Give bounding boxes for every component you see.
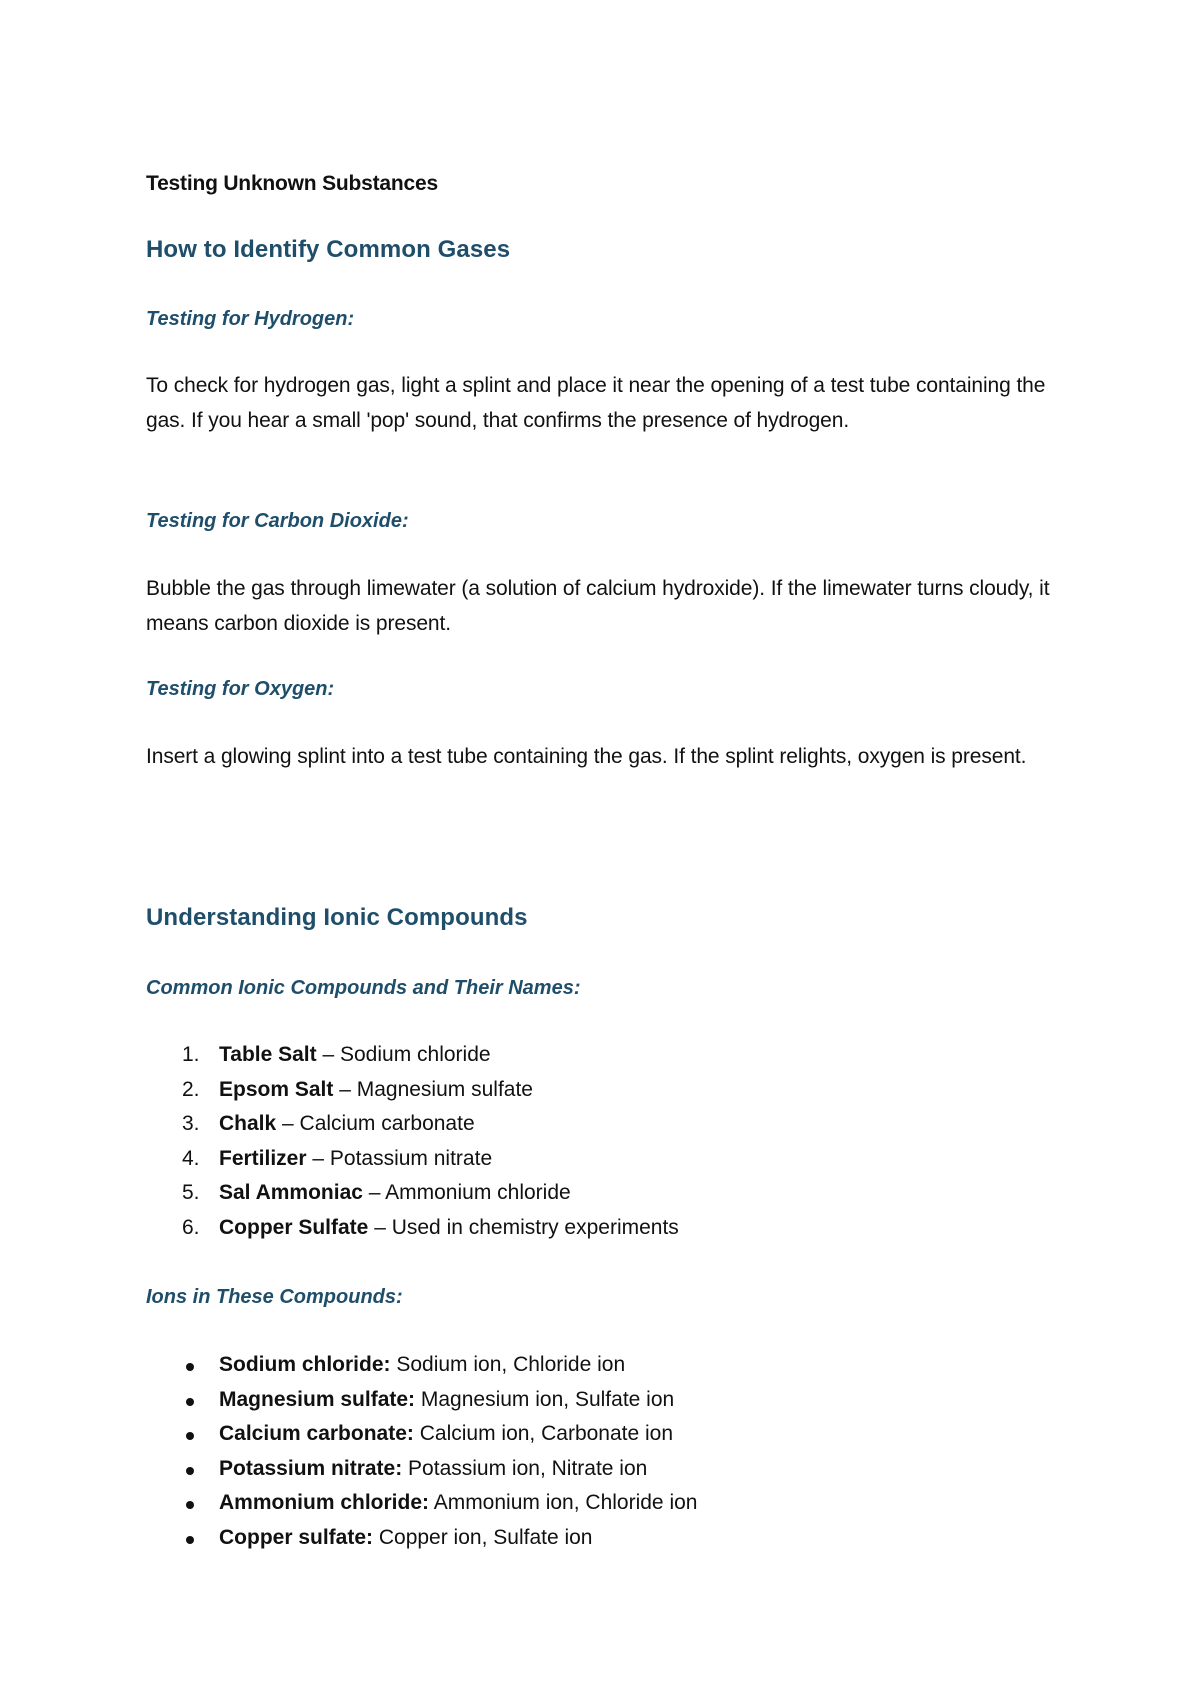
paragraph-hydrogen: To check for hydrogen gas, light a splint and place it near the opening of a test tube containing the gas. If you hear a small 'pop' sound, that confirms the presence of hydrogen. (146, 374, 1046, 432)
list-term: Copper sulfate: (219, 1525, 374, 1549)
list-desc: – Used in chemistry experiments (368, 1215, 679, 1239)
list-number: 5. (182, 1181, 200, 1204)
list-term: Sal Ammoniac (219, 1181, 363, 1204)
paragraph-oxygen: Insert a glowing splint into a test tube containing the gas. If the splint relights, oxygen is present. (146, 745, 1027, 768)
list-term: Table Salt (219, 1043, 317, 1066)
subheading-common-compounds: Common Ionic Compounds and Their Names: (146, 977, 581, 999)
list-desc: Potassium ion, Nitrate ion (402, 1456, 648, 1480)
list-term: Potassium nitrate: (219, 1456, 403, 1480)
list-item (146, 1038, 1066, 1073)
list-item (146, 1348, 1066, 1383)
list-desc: – Potassium nitrate (306, 1146, 493, 1170)
list-term: Ammonium chloride: (219, 1491, 430, 1514)
ions-bullet-list (146, 1348, 1066, 1555)
list-item (146, 1521, 1066, 1556)
list-term: Copper Sulfate (219, 1215, 369, 1239)
bullet-icon (186, 1536, 194, 1544)
list-desc: Magnesium ion, Sulfate ion (415, 1387, 675, 1411)
list-desc: Sodium ion, Chloride ion (390, 1353, 626, 1376)
list-number: 6. (182, 1215, 200, 1239)
list-term: Fertilizer (219, 1146, 307, 1170)
bullet-icon (186, 1398, 194, 1406)
list-number: 2. (182, 1077, 200, 1101)
subheading-oxygen: Testing for Oxygen: (146, 678, 335, 700)
document-title: Testing Unknown Substances (146, 172, 438, 195)
list-term: Magnesium sulfate: (219, 1387, 416, 1411)
paragraph-carbon-dioxide: Bubble the gas through limewater (a solution of calcium hydroxide). If the limewater turns cloudy, it means carbon dioxide is present. (146, 577, 1050, 635)
list-term: Sodium chloride: (219, 1353, 391, 1376)
bullet-icon (186, 1467, 194, 1475)
list-term: Epsom Salt (219, 1077, 334, 1101)
bullet-icon (186, 1501, 194, 1509)
list-item (146, 1142, 1066, 1177)
list-term: Chalk (219, 1112, 277, 1135)
section-heading-ionic-compounds: Understanding Ionic Compounds (146, 904, 528, 931)
compounds-numbered-list (146, 1038, 1066, 1245)
list-item (146, 1176, 1066, 1211)
list-desc: Copper ion, Sulfate ion (373, 1525, 593, 1549)
list-desc: Ammonium ion, Chloride ion (429, 1491, 698, 1514)
list-item (146, 1107, 1066, 1142)
subheading-carbon-dioxide: Testing for Carbon Dioxide: (146, 510, 409, 532)
list-item (146, 1073, 1066, 1108)
list-number: 3. (182, 1112, 200, 1135)
list-item (146, 1211, 1066, 1246)
list-desc: – Magnesium sulfate (333, 1077, 533, 1101)
bullet-icon (186, 1432, 194, 1440)
list-number: 4. (182, 1146, 200, 1170)
section-heading-gases: How to Identify Common Gases (146, 236, 511, 263)
list-item (146, 1383, 1066, 1418)
list-item (146, 1452, 1066, 1487)
subheading-ions: Ions in These Compounds: (146, 1286, 403, 1308)
bullet-icon (186, 1363, 194, 1371)
list-item (146, 1486, 1066, 1521)
list-desc: – Calcium carbonate (276, 1112, 475, 1135)
list-desc: – Ammonium chloride (362, 1181, 571, 1204)
list-desc: – Sodium chloride (316, 1043, 491, 1066)
list-item (146, 1417, 1066, 1452)
list-desc: Calcium ion, Carbonate ion (413, 1422, 674, 1445)
list-term: Calcium carbonate: (219, 1422, 414, 1445)
subheading-hydrogen: Testing for Hydrogen: (146, 308, 355, 330)
list-number: 1. (182, 1043, 200, 1066)
